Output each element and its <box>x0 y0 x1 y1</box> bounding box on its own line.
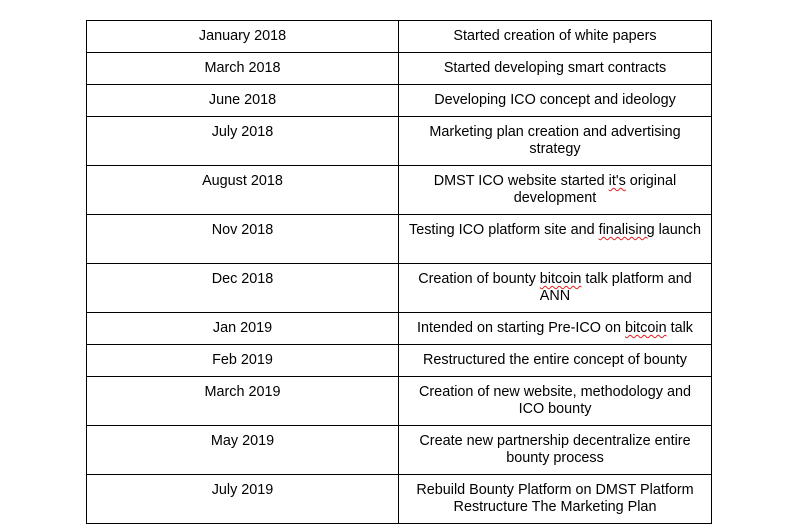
event-text: talk <box>666 320 693 336</box>
event-cell <box>399 345 712 377</box>
event-text: Creation of bounty <box>418 271 540 287</box>
event-text: launch <box>654 222 701 238</box>
table-row <box>87 345 712 377</box>
date-cell: August 2018 <box>87 166 399 215</box>
table-row <box>87 166 712 215</box>
event-text: Developing ICO concept and ideology <box>434 92 676 108</box>
event-text: Testing ICO platform site and <box>409 222 599 238</box>
event-text: Marketing plan creation and advertising strategy <box>429 124 681 157</box>
table-row <box>87 85 712 117</box>
spellcheck-word: bitcoin <box>624 320 667 336</box>
event-text: Rebuild Bounty Platform on DMST Platform <box>416 482 694 498</box>
table-row <box>87 215 712 264</box>
date-cell: January 2018 <box>87 21 399 53</box>
spellcheck-word: bitcoin <box>539 271 582 287</box>
date-cell: Nov 2018 <box>87 215 399 264</box>
table-row <box>87 377 712 426</box>
event-cell <box>399 313 712 345</box>
event-cell <box>399 426 712 475</box>
event-text: Create new partnership decentralize entire bounty process <box>419 433 691 466</box>
event-cell <box>399 475 712 524</box>
event-cell <box>399 21 712 53</box>
event-text: talk platform and ANN <box>539 271 692 304</box>
table-row <box>87 21 712 53</box>
table-row <box>87 53 712 85</box>
date-cell: March 2018 <box>87 53 399 85</box>
date-cell: July 2018 <box>87 117 399 166</box>
event-text: original development <box>513 173 677 206</box>
event-text: Restructured the entire concept of bounty <box>423 352 687 368</box>
event-cell <box>399 85 712 117</box>
roadmap-table <box>86 20 712 524</box>
spellcheck-word: it's <box>608 173 626 189</box>
event-text: Creation of new website, methodology and ICO bounty <box>419 384 691 417</box>
date-cell: Jan 2019 <box>87 313 399 345</box>
table-row <box>87 475 712 524</box>
event-cell <box>399 377 712 426</box>
event-text: DMST ICO website started <box>433 173 609 189</box>
event-cell <box>399 117 712 166</box>
table-row <box>87 117 712 166</box>
date-cell: Feb 2019 <box>87 345 399 377</box>
event-cell <box>399 166 712 215</box>
table-row <box>87 264 712 313</box>
date-cell: July 2019 <box>87 475 399 524</box>
table-row <box>87 313 712 345</box>
date-cell: Dec 2018 <box>87 264 399 313</box>
event-cell <box>399 215 712 264</box>
date-cell: May 2019 <box>87 426 399 475</box>
event-text: Started creation of white papers <box>453 28 657 44</box>
event-cell <box>399 53 712 85</box>
spellcheck-word: finalising <box>598 222 655 238</box>
event-text: Restructure The Marketing Plan <box>453 499 657 515</box>
date-cell: June 2018 <box>87 85 399 117</box>
table-row <box>87 426 712 475</box>
event-text: Started developing smart contracts <box>443 60 667 76</box>
event-cell <box>399 264 712 313</box>
date-cell: March 2019 <box>87 377 399 426</box>
event-text: Intended on starting Pre-ICO on <box>417 320 625 336</box>
